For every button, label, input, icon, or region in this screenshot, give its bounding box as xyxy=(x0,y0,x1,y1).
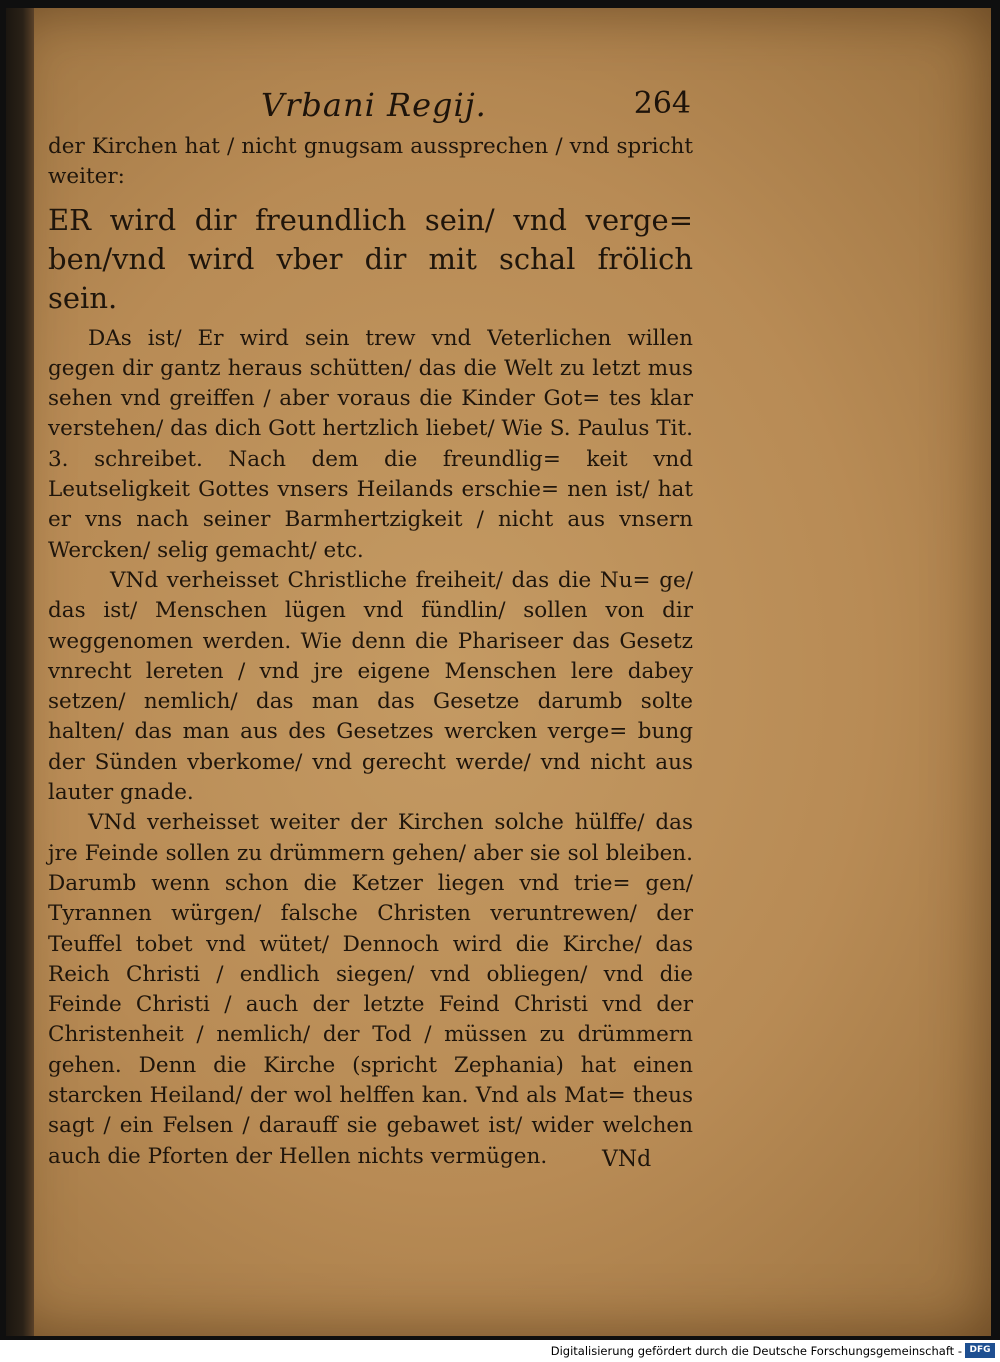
page-header xyxy=(261,86,691,126)
scripture-quote: ER wird dir freundlich sein/ vnd verge= ben/vnd wird vber dir mit schal frölich sein. xyxy=(48,202,693,315)
binding-edge xyxy=(6,8,34,1336)
funding-credit: Digitalisierung gefördert durch die Deutsche Forschungsgemeinschaft - xyxy=(550,1344,962,1358)
paragraph-1: der Kirchen hat / nicht gnugsam aussprechen / vnd spricht weiter: xyxy=(48,134,693,190)
paragraph-4: VNd verheisset weiter der Kirchen solche hülffe/ das jre Feinde sollen zu drümmern gehen/ aber sie sol bleiben. Darumb wenn schon die Ketzer liegen vnd trie= gen/ Tyrannen würgen/ falsche Christen veruntrewen/ der Teuffel tobet vnd wütet/ Dennoch wird die Kirche/ das Reich Christi / endlich siegen/ vnd obliegen/ vnd die Feinde Christi / auch der letzte Feind Christi vnd der Christenheit / nemlich/ der Tod / müssen zu drümmern gehen. Denn die Kirche (spricht Zephania) hat einen starcken Heiland/ der wol helffen kan. Vnd als Mat= theus sagt / ein Felsen / darauff sie gebawet ist/ wider welchen auch die Pforten der Hellen nichts vermügen. xyxy=(48,810,693,1169)
dfg-logo: DFG xyxy=(965,1343,995,1358)
digitization-footer xyxy=(0,1340,1000,1362)
paragraph-3: VNd verheisset Christliche freiheit/ das die Nu= ge/ das ist/ Menschen lügen vnd fündlin/ sollen von dir weggenomen werden. Wie denn die Phariseer das Gesetz vnrecht lereten / vnd jre eigene Menschen lere dabey setzen/ nemlich/ das man das Gesetze darumb solte halten/ das man aus des Gesetzes wercken verge= bung der Sünden vberkome/ vnd gerecht werde/ vnd nicht aus lauter gnade. xyxy=(48,567,693,806)
catchword: VNd xyxy=(602,1147,652,1172)
main-text xyxy=(48,132,693,1172)
paragraph-2: DAs ist/ Er wird sein trew vnd Veterlichen willen gegen dir gantz heraus schütten/ das die Welt zu letzt mus sehen vnd greiffen / aber voraus die Kinder Got= tes klar verstehen/ das dich Gott hertzlich liebet/ Wie S. Paulus Tit. 3. schreibet. Nach dem die freundlig= keit vnd Leutseligkeit Gottes vnsers Heilands erschie= nen ist/ hat er vns nach seiner Barmhertzigkeit / nicht aus vnsern Wercken/ selig gemacht/ etc. xyxy=(48,325,693,563)
page-number: 264 xyxy=(633,86,691,121)
running-title: Vrbani Regij. xyxy=(261,86,487,124)
